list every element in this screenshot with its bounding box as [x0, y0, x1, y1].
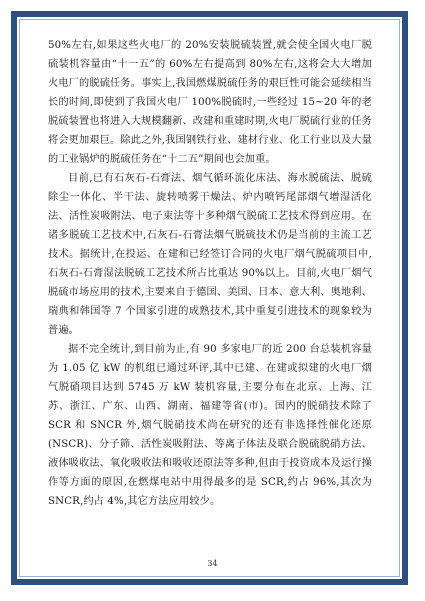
paragraph-1: 50%左右,如果这些火电厂的 20%安装脱硫装置,就会使全国火电厂脱硫装机容量由“十一五”的 60%左右提高到 80%左右,这将会大大增加火电厂的脱硫任务。事实上,我国燃煤脱硫任务的艰巨性可能会延续相当长的时间,即使到了我国火电厂 100%脱硫时,一些经过 15~20 年的老脱硫装置也将进入大规模翻新、改建和重建时期,火电厂脱硫行业的任务将会更加艰巨。除此之外,我国钢铁行业、建材行业、化工行业以及大量的工业锅炉的脱硫任务在“十二五”期间也会加重。 [48, 40, 372, 165]
page-number: 34 [207, 559, 218, 568]
paragraph-2: 目前,已有石灰石-石膏法、烟气循环流化床法、海水脱硫法、脱硫除尘一体化、半干法、旋转喷雾干燥法、炉内喷钙尾部烟气增湿活化法、活性炭吸附法、电子束法等十多种烟气脱硫工艺技术得到应用。在诸多脱硫工艺技术中,石灰石-石膏法烟气脱硫技术仍是当前的主流工艺技术。据统计,在投运、在建和已经签订合同的火电厂烟气脱硫项目中,石灰石-石膏湿法脱硫工艺技术所占比重达 90%以上。目前,火电厂烟气脱硫市场应用的技术,主要来自于德国、美国、日本、意大利、奥地利、瑞典和韩国等 7 个国家引进的成熟技术,其中重复引进技术的现象较为普遍。 [48, 173, 372, 336]
document-body [48, 36, 372, 511]
paragraph-3: 据不完全统计,到目前为止,有 90 多家电厂的近 200 台总装机容量为 1.05 亿 kW 的机组已通过环评,其中已建、在建或拟建的火电厂烟气脱硝项目达到 5745 万 kW 装机容量,主要分布在北京、上海、江苏、浙江、广东、山西、湖南、福建等省(市)。国内的脱硝技术除了 SCR 和 SNCR 外,烟气脱硝技术尚在研究的还有非选择性催化还原(NSCR)、分子筛、活性炭吸附法、等离子体法及联合脱硫脱硝方法、液体吸收法、氧化吸收法和吸收还原法等多种,但由于投资成本及运行操作等方面的原因,在燃煤电站中用得最多的是 SCR,约占 96%,其次为 SNCR,约占 4%,其它方法应用较少。 [48, 344, 372, 507]
